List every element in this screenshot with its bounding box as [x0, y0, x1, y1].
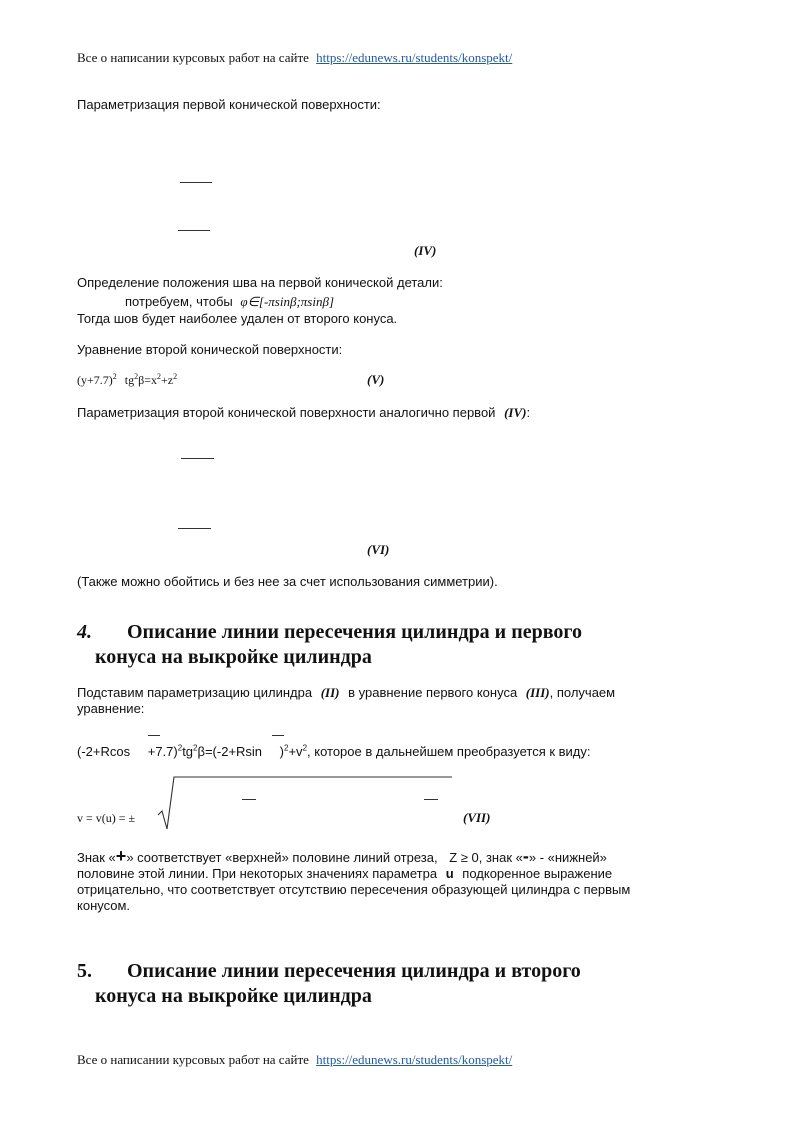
fraction-bar: [181, 458, 214, 459]
equation-substituted: $(-2+Rcos +7.7)^2tg^2\beta=(-2+Rsin$ )$^2+v^2$, которое в дальнейшем преобразуется к виду:: [77, 743, 591, 759]
overline-bar: [424, 799, 438, 800]
equation-number-vii: (VII): [463, 810, 491, 825]
paragraph-second-cone-equation: Уравнение второй конической поверхности:: [77, 342, 343, 357]
header-text: Все о написании курсовых работ на сайте: [77, 50, 309, 65]
fraction-bar: [180, 182, 212, 183]
equation-number-vi: (VI): [367, 542, 390, 557]
radical-sign: [156, 775, 456, 831]
paragraph-parametrization-1: Параметризация первой конической поверхности:: [77, 97, 381, 112]
fraction-bar: [178, 528, 211, 529]
minus-sign: -: [522, 846, 529, 866]
paragraph-parametrization-2: Параметризация второй конической поверхности аналогично первой (IV):: [77, 405, 531, 420]
section-5-number: 5.: [77, 960, 92, 982]
page-header: [77, 50, 512, 66]
paragraph-seam-result: Тогда шов будет наиболее удален от второго конуса.: [77, 311, 398, 326]
seam-formula: φ∈[-πsinβ;πsinβ]: [240, 294, 334, 309]
paragraph-seam-condition: потребуем, чтобы φ∈[-πsinβ;πsinβ]: [125, 294, 334, 309]
section-5-heading: 5. Описание линии пересечения цилиндра и второго конуса на выкройке цилиндра: [77, 960, 581, 1007]
overline-bar: [148, 735, 160, 736]
footer-link[interactable]: https://edunews.ru/students/konspekt/: [316, 1052, 513, 1067]
paragraph-substitution: Подставим параметризацию цилиндра (II) в уравнение первого конуса (III), получаем: [77, 685, 616, 700]
footer-text: Все о написании курсовых работ на сайте: [77, 1052, 309, 1067]
plus-sign: +: [115, 846, 127, 866]
paragraph-symmetry-note: (Также можно обойтись и без нее за счет использования симметрии).: [77, 574, 498, 589]
header-link[interactable]: https://edunews.ru/students/konspekt/: [316, 50, 513, 65]
page-footer: [77, 1052, 512, 1068]
paragraph-substitution-cont: уравнение:: [77, 701, 145, 716]
equation-number-iv: (IV): [414, 243, 437, 258]
overline-bar: [272, 735, 284, 736]
equation-number-v: (V): [367, 372, 385, 387]
section-4-heading: 4. Описание линии пересечения цилиндра и первого конуса на выкройке цилиндра: [77, 621, 582, 668]
paragraph-sign-meaning-4: конусом.: [77, 898, 131, 913]
paragraph-sign-meaning-3: отрицательно, что соответствует отсутствию пересечения образующей цилиндра с первым: [77, 882, 631, 897]
equation-v: $(y+7.7)^2$ $tg^2\beta=x^2+z^2$: [77, 372, 178, 387]
paragraph-seam-position: Определение положения шва на первой конической детали:: [77, 275, 443, 290]
equation-vii-left: v = v(u) = ±: [77, 811, 136, 825]
fraction-bar: [178, 230, 210, 231]
paragraph-sign-meaning: Знак «+» соответствует «верхней» половине линий отреза, Z ≥ 0, знак «-» - «нижней»: [77, 846, 607, 866]
overline-bar: [242, 799, 256, 800]
paragraph-sign-meaning-2: половине этой линии. При некоторых значениях параметра u подкоренное выражение: [77, 866, 613, 881]
section-4-number: 4.: [77, 621, 92, 643]
